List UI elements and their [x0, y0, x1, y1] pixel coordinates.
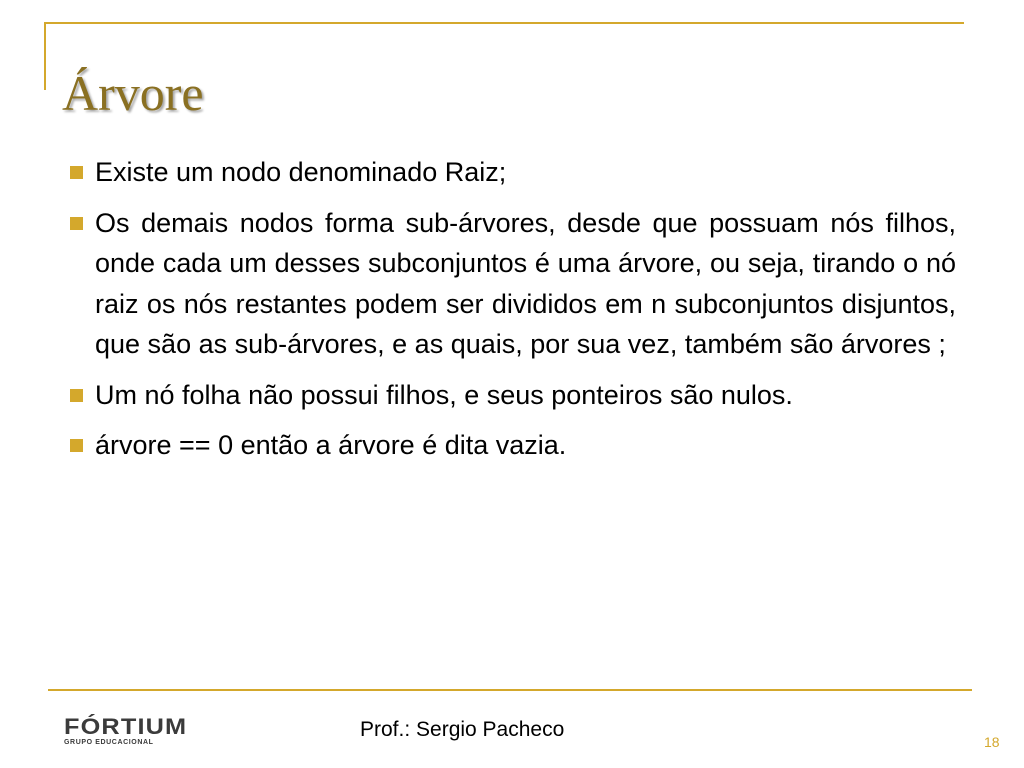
footer-divider [48, 689, 972, 691]
bullet-item [70, 425, 956, 466]
bullet-item [70, 152, 956, 193]
logo-tagline: GRUPO EDUCACIONAL [64, 739, 154, 746]
slide-title: Árvore [62, 65, 204, 121]
bullet-list [70, 152, 956, 476]
bullet-item [70, 203, 956, 365]
page-number: 18 [984, 734, 1000, 750]
logo-wordmark: FÓRTIUM [64, 714, 188, 739]
square-bullet-icon [70, 166, 83, 179]
frame-top-line [44, 22, 964, 24]
bullet-text: árvore == 0 então a árvore é dita vazia. [95, 430, 567, 460]
square-bullet-icon [70, 439, 83, 452]
square-bullet-icon [70, 389, 83, 402]
bullet-text: Um nó folha não possui filhos, e seus ponteiros são nulos. [95, 379, 793, 410]
bullet-text: Os demais nodos forma sub-árvores, desde que possuam nós filhos, onde cada um desses subconjuntos é uma árvore, ou seja, tirando o nó raiz os nós restantes podem ser divididos em n subconjuntos disjuntos, que são as sub-árvores, e as quais, por sua vez, também são árvores ; [95, 207, 956, 359]
frame-left-line [44, 22, 46, 90]
bullet-item [70, 375, 956, 416]
footer-author: Prof.: Sergio Pacheco [360, 718, 565, 741]
fortium-logo [64, 716, 204, 750]
bullet-text: Existe um nodo denominado Raiz; [95, 157, 507, 187]
square-bullet-icon [70, 217, 83, 230]
